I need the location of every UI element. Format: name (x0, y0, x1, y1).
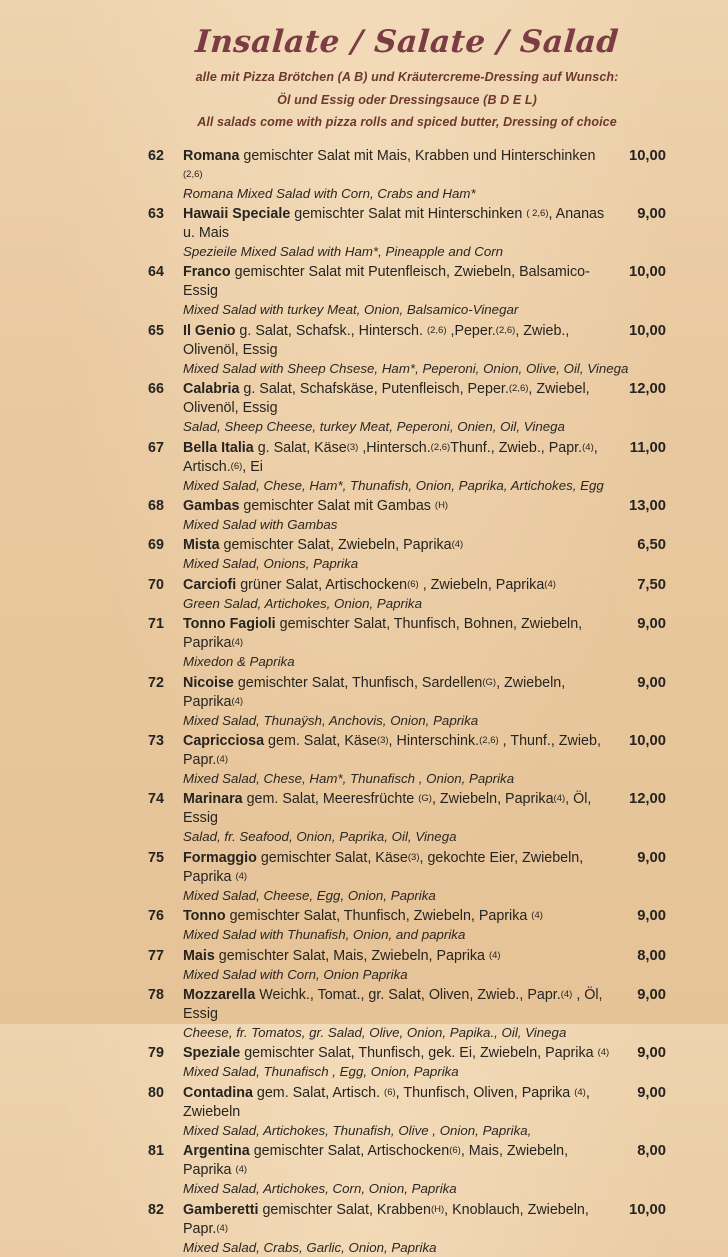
item-name: Argentina (183, 1143, 250, 1159)
item-description-de: Tonno gemischter Salat, Thunfisch, Zwiebeln, Paprika $^{(4)}$ (183, 907, 620, 926)
item-name: Carciofi (183, 577, 236, 593)
item-description-de: Argentina gemischter Salat, Artischocken$^{(6)}$, Mais, Zwiebeln, Paprika $^{(4)}$ (183, 1142, 620, 1180)
item-description-de: Gambas gemischter Salat mit Gambas $^{(H)}$ (183, 497, 620, 516)
menu-item (148, 790, 666, 846)
menu-item (148, 536, 666, 573)
item-description-en: Mixed Salad, Cheese, Egg, Onion, Paprika (183, 887, 666, 905)
item-description-en: Salad, Sheep Cheese, turkey Meat, Peperoni, Onien, Oil, Vinega (183, 418, 666, 436)
item-line-de (148, 497, 666, 516)
item-price: 9,00 (620, 1044, 666, 1063)
item-name: Mais (183, 948, 215, 964)
item-price: 10,00 (620, 263, 666, 282)
menu-item-list (148, 147, 666, 1257)
item-description-en: Cheese, fr. Tomatos, gr. Salad, Olive, Onion, Papika., Oil, Vinega (183, 1024, 666, 1042)
item-name: Nicoise (183, 675, 234, 691)
item-number: 81 (148, 1142, 183, 1161)
item-description-en: Salad, fr. Seafood, Onion, Paprika, Oil, Vinega (183, 828, 666, 846)
item-description-de: Nicoise gemischter Salat, Thunfisch, Sardellen$^{(G)}$, Zwiebeln, Paprika$^{(4)}$ (183, 674, 620, 712)
menu-subtitle-en: All salads come with pizza rolls and spiced butter, Dressing of choice (148, 111, 666, 134)
item-description-de: Speziale gemischter Salat, Thunfisch, gek. Ei, Zwiebeln, Paprika $^{(4)}$ (183, 1044, 620, 1063)
item-name: Franco (183, 264, 231, 280)
item-name: Contadina (183, 1085, 253, 1101)
menu-content (148, 0, 666, 1257)
menu-item (148, 732, 666, 788)
item-description-en: Mixed Salad with Gambas (183, 516, 666, 534)
item-description-en: Mixed Salad with Thunafish, Onion, and paprika (183, 926, 666, 944)
item-price: 7,50 (620, 576, 666, 595)
menu-item (148, 986, 666, 1042)
item-description-de: Bella Italia g. Salat, Käse$^{(3)}$ ,Hintersch.$^{(2,6)}$Thunf., Zwieb., Papr.$^{(4)}$, Artisch.$^{(6)}$, Ei (183, 439, 620, 477)
item-number: 65 (148, 322, 183, 341)
item-number: 82 (148, 1201, 183, 1220)
item-name: Tonno (183, 908, 226, 924)
menu-item (148, 615, 666, 671)
item-number: 74 (148, 790, 183, 809)
menu-item (148, 674, 666, 730)
item-description-en: Mixed Salad, Thunafisch , Egg, Onion, Paprika (183, 1063, 666, 1081)
item-number: 70 (148, 576, 183, 595)
item-line-de (148, 380, 666, 418)
item-description-en: Mixed Salad, Thunaÿsh, Anchovis, Onion, Paprika (183, 712, 666, 730)
item-price: 8,00 (620, 1142, 666, 1161)
item-price: 6,50 (620, 536, 666, 555)
item-description-de: Marinara gem. Salat, Meeresfrüchte $^{(G)}$, Zwiebeln, Paprika$^{(4)}$, Öl, Essig (183, 790, 620, 828)
item-line-de (148, 790, 666, 828)
item-name: Formaggio (183, 850, 257, 866)
item-price: 9,00 (620, 849, 666, 868)
item-number: 62 (148, 147, 183, 166)
item-name: Tonno Fagioli (183, 616, 276, 632)
menu-item (148, 1201, 666, 1257)
item-description-en: Mixed Salad with Sheep Chsese, Ham*, Peperoni, Onion, Olive, Oil, Vinega (183, 360, 666, 378)
item-number: 75 (148, 849, 183, 868)
item-price: 11,00 (620, 439, 666, 458)
item-line-de (148, 986, 666, 1024)
item-price: 8,00 (620, 947, 666, 966)
item-number: 66 (148, 380, 183, 399)
item-line-de (148, 907, 666, 926)
item-number: 69 (148, 536, 183, 555)
menu-item (148, 497, 666, 534)
item-price: 10,00 (620, 322, 666, 341)
item-description-de: Carciofi grüner Salat, Artischocken$^{(6)}$ , Zwiebeln, Paprika$^{(4)}$ (183, 576, 620, 595)
item-price: 9,00 (620, 205, 666, 224)
item-price: 9,00 (620, 1084, 666, 1103)
menu-item (148, 147, 666, 203)
item-name: Capricciosa (183, 733, 264, 749)
menu-item (148, 205, 666, 261)
item-line-de (148, 615, 666, 653)
item-name: Bella Italia (183, 440, 254, 456)
item-line-de (148, 322, 666, 360)
item-line-de (148, 1044, 666, 1063)
item-description-en: Romana Mixed Salad with Corn, Crabs and Ham* (183, 185, 666, 203)
item-description-de: Hawaii Speciale gemischter Salat mit Hinterschinken $^{( 2,6)}$, Ananas u. Mais (183, 205, 620, 243)
item-line-de (148, 439, 666, 477)
menu-header (148, 0, 666, 134)
item-number: 79 (148, 1044, 183, 1063)
item-description-en: Mixed Salad with turkey Meat, Onion, Balsamico-Vinegar (183, 301, 666, 319)
item-number: 68 (148, 497, 183, 516)
item-price: 12,00 (620, 380, 666, 399)
item-number: 73 (148, 732, 183, 751)
item-description-en: Mixed Salad, Artichokes, Thunafish, Olive , Onion, Paprika, (183, 1122, 666, 1140)
item-description-de: Franco gemischter Salat mit Putenfleisch, Zwiebeln, Balsamico-Essig (183, 263, 620, 301)
menu-item (148, 1142, 666, 1198)
menu-item (148, 380, 666, 436)
item-name: Gamberetti (183, 1202, 258, 1218)
item-line-de (148, 674, 666, 712)
menu-item (148, 263, 666, 319)
item-number: 64 (148, 263, 183, 282)
item-description-de: Calabria g. Salat, Schafskäse, Putenfleisch, Peper.$^{(2,6)}$, Zwiebel, Olivenöl, Essig (183, 380, 620, 418)
item-number: 77 (148, 947, 183, 966)
item-description-en: Mixed Salad, Chese, Ham*, Thunafisch , Onion, Paprika (183, 770, 666, 788)
menu-item (148, 322, 666, 378)
item-description-en: Mixed Salad, Artichokes, Corn, Onion, Paprika (183, 1180, 666, 1198)
item-price: 12,00 (620, 790, 666, 809)
item-name: Marinara (183, 791, 243, 807)
menu-title: Insalate / Salate / Salad (147, 22, 668, 62)
item-description-en: Green Salad, Artichokes, Onion, Paprika (183, 595, 666, 613)
item-line-de (148, 947, 666, 966)
item-number: 67 (148, 439, 183, 458)
item-number: 78 (148, 986, 183, 1005)
item-name: Mista (183, 537, 220, 553)
item-line-de (148, 536, 666, 555)
menu-item (148, 907, 666, 944)
item-number: 76 (148, 907, 183, 926)
item-number: 80 (148, 1084, 183, 1103)
item-line-de (148, 576, 666, 595)
menu-item (148, 1084, 666, 1140)
item-name: Il Genio (183, 323, 235, 339)
item-line-de (148, 1084, 666, 1122)
item-price: 9,00 (620, 674, 666, 693)
item-description-de: Romana gemischter Salat mit Mais, Krabben und Hinterschinken $^{(2,6)}$ (183, 147, 620, 185)
menu-item (148, 439, 666, 495)
item-price: 9,00 (620, 615, 666, 634)
item-price: 13,00 (620, 497, 666, 516)
item-description-de: Tonno Fagioli gemischter Salat, Thunfisch, Bohnen, Zwiebeln, Paprika$^{(4)}$ (183, 615, 620, 653)
item-description-en: Mixed Salad with Corn, Onion Paprika (183, 966, 666, 984)
item-name: Calabria (183, 381, 239, 397)
item-description-en: Mixed Salad, Chese, Ham*, Thunafish, Onion, Paprika, Artichokes, Egg (183, 477, 666, 495)
item-line-de (148, 849, 666, 887)
item-description-de: Mista gemischter Salat, Zwiebeln, Paprika$^{(4)}$ (183, 536, 620, 555)
item-line-de (148, 263, 666, 301)
item-description-de: Contadina gem. Salat, Artisch. $^{(6)}$, Thunfisch, Oliven, Paprika $^{(4)}$, Zwiebeln (183, 1084, 620, 1122)
item-price: 9,00 (620, 986, 666, 1005)
item-number: 63 (148, 205, 183, 224)
item-name: Mozzarella (183, 987, 255, 1003)
item-price: 10,00 (620, 1201, 666, 1220)
item-line-de (148, 205, 666, 243)
item-description-de: Mozzarella Weichk., Tomat., gr. Salat, Oliven, Zwieb., Papr.$^{(4)}$ , Öl, Essig (183, 986, 620, 1024)
item-number: 71 (148, 615, 183, 634)
item-description-en: Mixed Salad, Onions, Paprika (183, 555, 666, 573)
menu-subtitle-de-1: alle mit Pizza Brötchen (A B) und Kräutercreme-Dressing auf Wunsch: (148, 66, 666, 89)
menu-subtitle-de-2: Öl und Essig oder Dressingsauce (B D E L) (148, 89, 666, 112)
item-name: Hawaii Speciale (183, 206, 290, 222)
menu-item (148, 1044, 666, 1081)
item-description-en: Mixed Salad, Crabs, Garlic, Onion, Paprika (183, 1239, 666, 1257)
item-description-de: Formaggio gemischter Salat, Käse$^{(3)}$, gekochte Eier, Zwiebeln, Paprika $^{(4)}$ (183, 849, 620, 887)
menu-item (148, 947, 666, 984)
menu-item (148, 849, 666, 905)
item-description-de: Gamberetti gemischter Salat, Krabben$^{(H)}$, Knoblauch, Zwiebeln, Papr.$^{(4)}$ (183, 1201, 620, 1239)
item-description-en: Mixedon & Paprika (183, 653, 666, 671)
item-number: 72 (148, 674, 183, 693)
item-line-de (148, 732, 666, 770)
item-price: 10,00 (620, 147, 666, 166)
item-description-de: Il Genio g. Salat, Schafsk., Hintersch. $^{(2,6)}$ ,Peper.$^{(2,6)}$, Zwieb., Olivenöl, Essig (183, 322, 620, 360)
menu-item (148, 576, 666, 613)
item-line-de (148, 1201, 666, 1239)
item-description-en: Spezieile Mixed Salad with Ham*, Pineapple and Corn (183, 243, 666, 261)
item-description-de: Capricciosa gem. Salat, Käse$^{(3)}$, Hinterschink.$^{(2,6)}$ , Thunf., Zwieb, Papr.$^{(4)}$ (183, 732, 620, 770)
item-price: 9,00 (620, 907, 666, 926)
item-line-de (148, 147, 666, 185)
item-description-de: Mais gemischter Salat, Mais, Zwiebeln, Paprika $^{(4)}$ (183, 947, 620, 966)
item-line-de (148, 1142, 666, 1180)
item-name: Gambas (183, 498, 239, 514)
item-price: 10,00 (620, 732, 666, 751)
item-name: Romana (183, 148, 239, 164)
item-name: Speziale (183, 1045, 240, 1061)
